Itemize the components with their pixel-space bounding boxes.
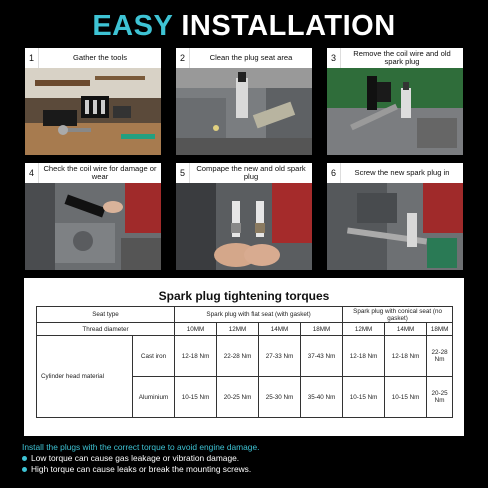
step-label: Remove the coil wire and old spark plug	[353, 48, 451, 66]
page-title	[0, 10, 488, 43]
compare-plugs-photo	[176, 183, 312, 270]
step-label: Gather the tools	[72, 52, 128, 62]
step-header	[327, 163, 463, 183]
step-5-card	[176, 163, 312, 270]
diameter-cell: 18MM	[301, 323, 343, 336]
step-header	[176, 48, 312, 68]
bullet-icon	[22, 456, 27, 461]
step-number: 3	[327, 48, 341, 68]
step-number: 5	[176, 163, 190, 183]
table-row	[37, 323, 453, 336]
title-rest: INSTALLATION	[181, 10, 396, 42]
step-label: Screw the new spark plug in	[354, 167, 450, 177]
table-row	[37, 336, 453, 377]
note-item	[22, 464, 472, 475]
torque-cell: 22-28 Nm	[427, 336, 453, 377]
diameter-cell: 18MM	[427, 323, 453, 336]
coil-wire-photo	[25, 183, 161, 270]
step-header	[176, 163, 312, 183]
notes	[22, 442, 472, 475]
diameter-cell: 14MM	[259, 323, 301, 336]
step-number: 6	[327, 163, 341, 183]
torque-table-panel	[24, 278, 464, 436]
thread-diameter-header: Thread diameter	[37, 323, 175, 336]
diameter-cell: 14MM	[385, 323, 427, 336]
row-label: Aluminium	[133, 377, 175, 418]
cylinder-head-material-label: Cylinder head material	[37, 336, 133, 418]
table-title: Spark plug tightening torques	[158, 289, 330, 303]
torque-cell: 12-18 Nm	[385, 336, 427, 377]
step-number: 2	[176, 48, 190, 68]
torque-cell: 27-33 Nm	[259, 336, 301, 377]
torque-cell: 20-25 Nm	[427, 377, 453, 418]
step-label: Compape the new and old spark plug	[196, 163, 306, 181]
row-label: Cast iron	[133, 336, 175, 377]
flat-seat-header: Spark plug with flat seat (with gasket)	[175, 307, 343, 323]
torque-cell: 12-18 Nm	[343, 336, 385, 377]
step-header	[327, 48, 463, 68]
step-number: 1	[25, 48, 39, 68]
step-6-card	[327, 163, 463, 270]
step-4-card	[25, 163, 161, 270]
step-label: Check the coil wire for damage or wear	[43, 163, 157, 181]
step-label: Clean the plug seat area	[209, 52, 293, 62]
torque-table	[36, 306, 453, 418]
step-header	[25, 163, 161, 183]
torque-cell: 10-15 Nm	[385, 377, 427, 418]
note-text: High torque can cause leaks or break the mounting screws.	[31, 464, 252, 474]
torque-cell: 10-15 Nm	[175, 377, 217, 418]
torque-cell: 10-15 Nm	[343, 377, 385, 418]
step-header	[25, 48, 161, 68]
tools-photo	[25, 68, 161, 155]
diameter-cell: 12MM	[217, 323, 259, 336]
remove-plug-photo	[327, 68, 463, 155]
step-3-card	[327, 48, 463, 155]
torque-cell: 25-30 Nm	[259, 377, 301, 418]
bullet-icon	[22, 467, 27, 472]
diameter-cell: 12MM	[343, 323, 385, 336]
torque-cell: 35-40 Nm	[301, 377, 343, 418]
torque-cell: 20-25 Nm	[217, 377, 259, 418]
torque-cell: 22-28 Nm	[217, 336, 259, 377]
notes-lead: Install the plugs with the correct torque to avoid engine damage.	[22, 442, 260, 452]
plug-seat-photo	[176, 68, 312, 155]
note-item	[22, 453, 472, 464]
torque-cell: 37-43 Nm	[301, 336, 343, 377]
title-accent: EASY	[92, 10, 173, 42]
step-2-card	[176, 48, 312, 155]
torque-cell: 12-18 Nm	[175, 336, 217, 377]
steps-grid	[25, 48, 463, 270]
seat-type-header: Seat type	[37, 307, 175, 323]
table-row	[37, 307, 453, 323]
conical-seat-header: Spark plug with conical seat (no gasket)	[343, 307, 453, 323]
screw-plug-photo	[327, 183, 463, 270]
diameter-cell: 10MM	[175, 323, 217, 336]
step-1-card	[25, 48, 161, 155]
step-number: 4	[25, 163, 39, 183]
note-text: Low torque can cause gas leakage or vibration damage.	[31, 453, 240, 463]
